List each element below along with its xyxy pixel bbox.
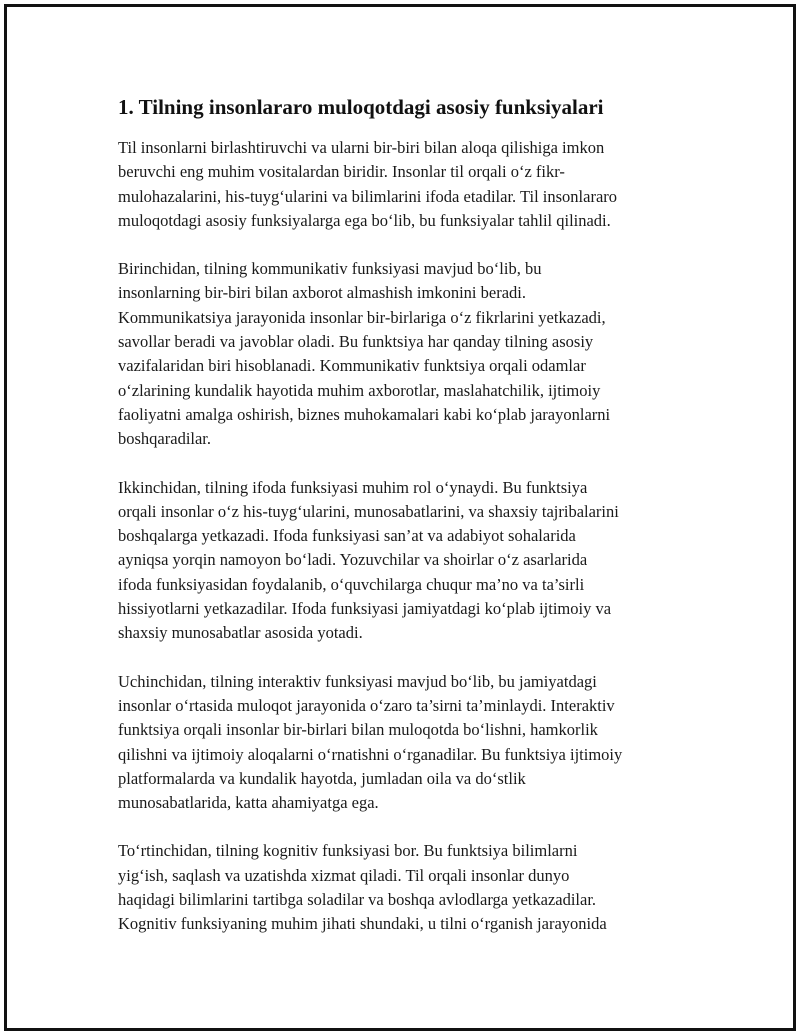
text-line: boshqalarga yetkazadi. Ifoda funksiyasi san’at va adabiyot sohalarida xyxy=(118,526,576,546)
text-line: boshqaradilar. xyxy=(118,429,212,449)
text-line: faoliyatni amalga oshirish, biznes muhokamalari kabi ko‘plab jarayonlarni xyxy=(118,404,611,424)
text-line: Kognitiv funksiyaning muhim jihati shundaki, u tilni o‘rganish jarayonida xyxy=(118,914,607,934)
text-line: platformalarda va kundalik hayotda, jumladan oila va do‘stlik xyxy=(118,768,526,788)
text-line: haqidagi bilimlarini tartibga soladilar va boshqa avlodlarga yetkazadilar. xyxy=(118,890,597,910)
text-line: hissiyotlarni yetkazadilar. Ifoda funksiyasi jamiyatdagi ko‘plab ijtimoiy va xyxy=(118,599,612,619)
text-line: Kommunikatsiya jarayonida insonlar bir-birlariga o‘z fikrlarini yetkazadi, xyxy=(118,307,606,327)
text-line: insonlar o‘rtasida muloqot jarayonida o‘zaro ta’sirni ta’minlaydi. Interaktiv xyxy=(118,695,615,715)
text-line: shaxsiy munosabatlar asosida yotadi. xyxy=(118,623,363,643)
text-line: qilishni va ijtimoiy aloqalarni o‘rnatishni o‘rganadilar. Bu funktsiya ijtimoiy xyxy=(118,744,623,764)
text-line: muloqotdagi asosiy funksiyalarga ega bo‘lib, bu funksiyalar tahlil qilinadi. xyxy=(118,210,611,230)
text-line: Uchinchidan, tilning interaktiv funksiyasi mavjud bo‘lib, bu jamiyatdagi xyxy=(118,671,597,691)
text-line: funktsiya orqali insonlar bir-birlari bilan muloqotda bo‘lishni, hamkorlik xyxy=(118,720,598,740)
text-line: munosabatlarida, katta ahamiyatga ega. xyxy=(118,793,379,813)
text-line: ifoda funksiyasidan foydalanib, o‘quvchilarga chuqur ma’no va ta’sirli xyxy=(118,574,585,594)
text-line: o‘zlarining kundalik hayotida muhim axborotlar, maslahatchilik, ijtimoiy xyxy=(118,380,601,400)
text-line: mulohazalarini, his-tuyg‘ularini va bilimlarini ifoda etadilar. Til insonlararo xyxy=(118,186,618,206)
paragraph-intro xyxy=(118,136,694,233)
text-line: Ikkinchidan, tilning ifoda funksiyasi muhim rol o‘ynaydi. Bu funktsiya xyxy=(118,477,588,497)
text-line: Til insonlarni birlashtiruvchi va ularni bir-biri bilan aloqa qilishiga imkon xyxy=(118,138,605,157)
text-line: To‘rtinchidan, tilning kognitiv funksiyasi bor. Bu funktsiya bilimlarni xyxy=(118,841,578,861)
text-line: orqali insonlar o‘z his-tuyg‘ularini, munosabatlarini, va shaxsiy tajribalarini xyxy=(118,501,619,521)
document-body xyxy=(118,94,694,961)
section-heading: 1. Tilning insonlararo muloqotdagi asosiy funksiyalari xyxy=(118,95,604,119)
text-line: insonlarning bir-biri bilan axborot almashish imkonini beradi. xyxy=(118,283,526,303)
paragraph-communicative xyxy=(118,257,694,451)
paragraph-cognitive xyxy=(118,839,694,936)
text-line: beruvchi eng muhim vositalardan biridir. Insonlar til orqali o‘z fikr- xyxy=(118,162,565,182)
paragraph-expressive xyxy=(118,476,694,646)
text-line: ayniqsa yorqin namoyon bo‘ladi. Yozuvchilar va shoirlar o‘z asarlarida xyxy=(118,550,588,570)
text-line: savollar beradi va javoblar oladi. Bu funktsiya har qanday tilning asosiy xyxy=(118,332,594,352)
paragraph-interactive xyxy=(118,670,694,816)
text-line: Birinchidan, tilning kommunikativ funksiyasi mavjud bo‘lib, bu xyxy=(118,259,542,279)
text-line: vazifalaridan biri hisoblanadi. Kommunikativ funktsiya orqali odamlar xyxy=(118,356,586,376)
text-line: yig‘ish, saqlash va uzatishda xizmat qiladi. Til orqali insonlar dunyo xyxy=(118,865,570,885)
